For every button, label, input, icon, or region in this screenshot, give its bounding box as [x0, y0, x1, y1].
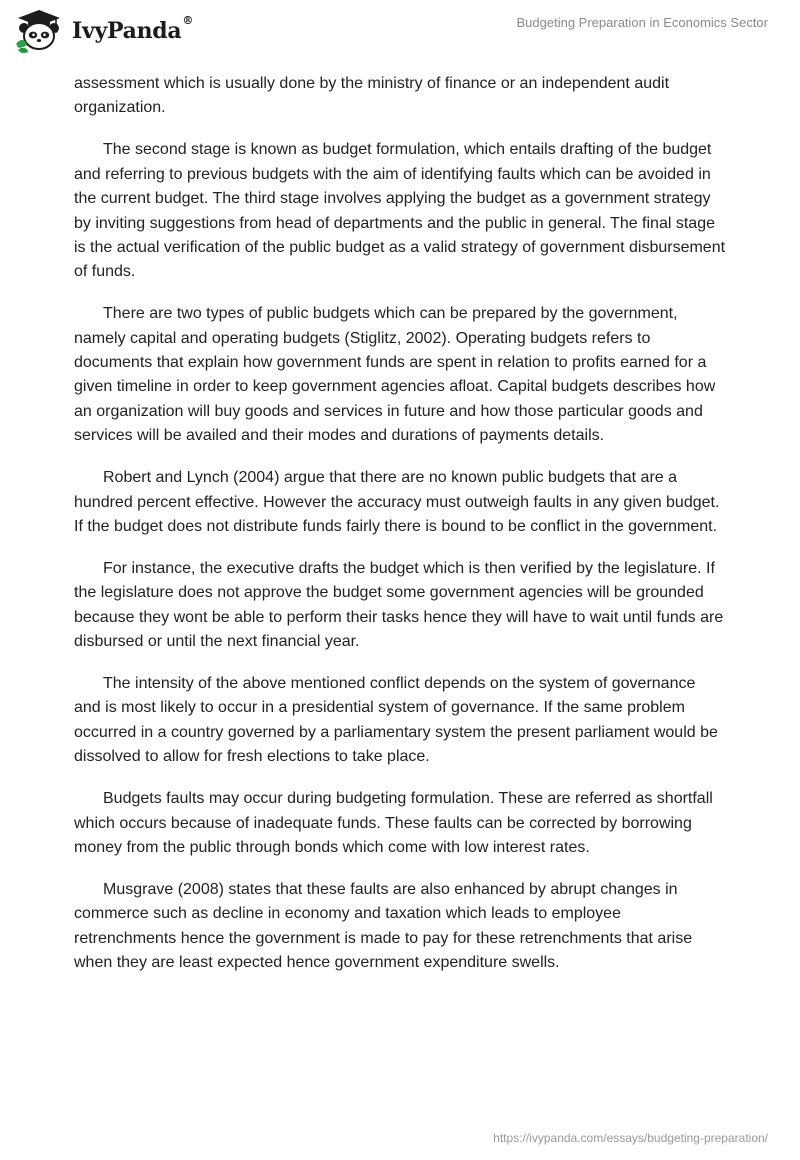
- paragraph-5: For instance, the executive drafts the budget which is then verified by the legislature. If the legislature does not approve the budget some government agencies will be grounded because they wont be able to perform their tasks hence they will have to wait until funds are disbursed or until the next financial year.: [74, 559, 724, 651]
- paragraph-2: The second stage is known as budget formulation, which entails drafting of the budget and referring to previous budgets with the aim of identifying faults which can be avoided in the current budget. The third stage involves applying the budget as a government strategy by inviting suggestions from head of departments and the public in general. The final stage is the actual verification of the public budget as a valid strategy of government disbursement of funds.: [74, 141, 726, 281]
- paragraph-6: The intensity of the above mentioned conflict depends on the system of governance and is most likely to occur in a presidential system of governance. If the same problem occurred in a country governed by a parliamentary system the present parliament would be dissolved to allow for fresh elections to take place.: [74, 675, 718, 766]
- page-header: [0, 0, 800, 64]
- paragraph-1: assessment which is usually done by the ministry of finance or an independent audit organization.: [74, 75, 670, 117]
- brand-name: [72, 14, 194, 44]
- brand-name-text: IvyPanda: [72, 18, 182, 44]
- paragraph-7: Budgets faults may occur during budgeting formulation. These are referred as shortfall which occurs because of inadequate funds. These faults can be corrected by borrowing money from the public through bonds which come with low interest rates.: [74, 790, 713, 856]
- panda-graduation-cap-icon: [14, 8, 64, 54]
- paragraph-4: Robert and Lynch (2004) argue that there are no known public budgets that are a hundred percent effective. However the accuracy must outweigh faults in any given budget. If the budget does not distribute funds fairly there is bound to be conflict in the government.: [74, 469, 720, 535]
- paragraph-3: There are two types of public budgets which can be prepared by the government, namely capital and operating budgets (Stiglitz, 2002). Operating budgets refers to documents that explain how government funds are spent in relation to profits earned for a given timeline in order to keep government agencies afloat. Capital budgets describes how an organization will buy goods and services in future and how those particular goods and services will be availed and their modes and durations of payments details.: [74, 305, 716, 445]
- source-url-link[interactable]: https://ivypanda.com/essays/budgeting-preparation/: [493, 1131, 768, 1145]
- document-title: Budgeting Preparation in Economics Sector: [516, 15, 768, 30]
- paragraph-8: Musgrave (2008) states that these faults are also enhanced by abrupt changes in commerce such as decline in economy and taxation which leads to employee retrenchments hence the government is made to pay for these retrenchments that arise when they are least expected hence government expenditure swells.: [74, 880, 693, 972]
- brand-registered-mark: ®: [182, 14, 194, 27]
- essay-body: [74, 72, 726, 993]
- brand-logo[interactable]: [14, 8, 193, 54]
